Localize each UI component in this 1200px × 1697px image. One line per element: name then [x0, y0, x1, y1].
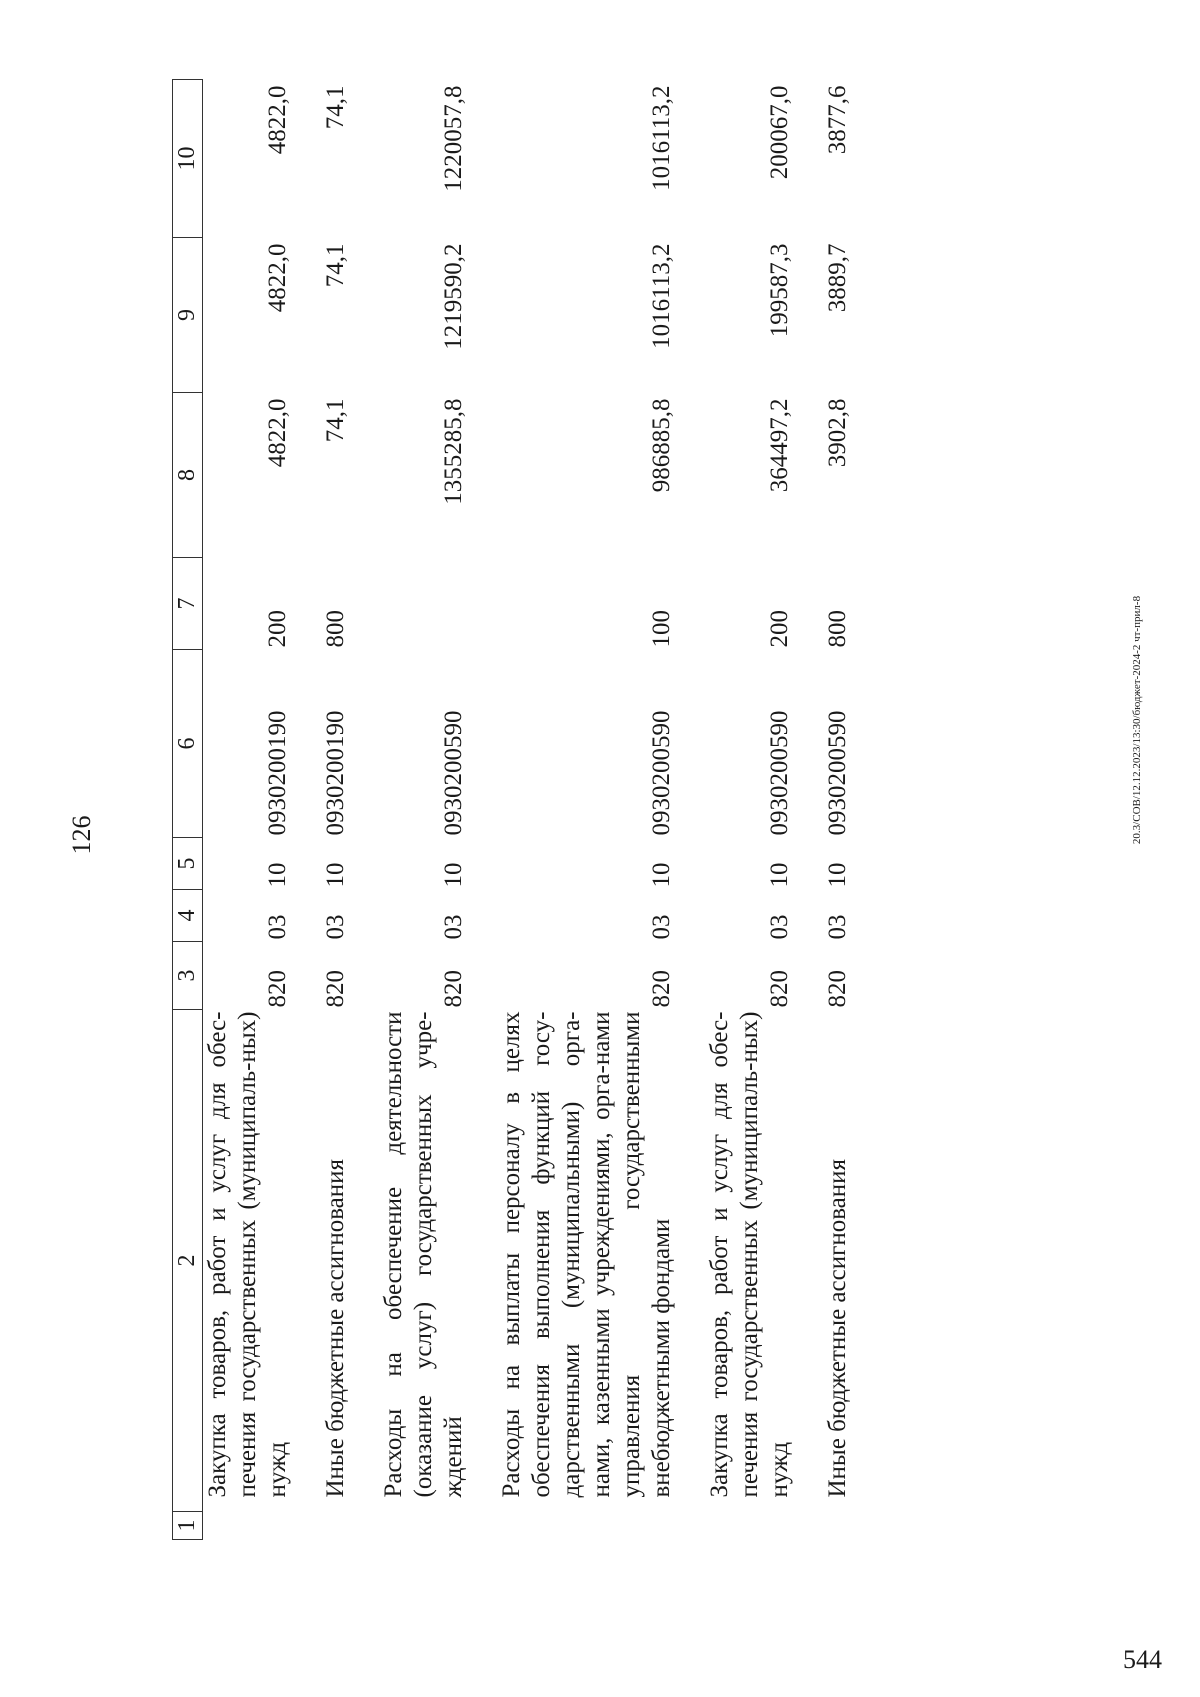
row-spacer: [795, 80, 823, 1540]
cell-amount-col8: 364497,2: [765, 398, 793, 493]
cell-target-article: 0930200590: [765, 710, 793, 836]
cell-description: Иные бюджетные ассигнования: [823, 1158, 851, 1498]
cell-col1: [705, 1512, 795, 1540]
cell-ministry-code: 820: [765, 970, 793, 1008]
header-cell: 3: [173, 942, 203, 1010]
cell-section: 03: [321, 914, 349, 940]
cell-subsection: 10: [647, 862, 675, 888]
cell-expense-type: 100: [647, 610, 675, 648]
cell-amount-col9: 74,1: [321, 243, 349, 288]
header-cell: 8: [173, 393, 203, 558]
cell-description: Расходы на выплаты персоналу в целях обеспечения выполнения функций госу-дарственными (муниципальными) орга-нами, казенными учреждениями, орга-нами управления государственными внебюджетными фондами: [497, 1011, 675, 1498]
cell-expense-type: 200: [765, 610, 793, 648]
cell-expense-type: [379, 558, 469, 650]
header-cell: 10: [173, 80, 203, 238]
cell-amount-col9: 1016113,2: [647, 243, 675, 349]
header-cell: 5: [173, 838, 203, 890]
cell-ministry-code: 820: [263, 970, 291, 1008]
cell-subsection: 10: [439, 862, 467, 888]
cell-subsection: 10: [321, 862, 349, 888]
footer-document-code: 20.3/СОВ/12.12.2023/13:30/бюджет-2024-2 чт-прил-8: [1131, 595, 1143, 845]
cell-amount-col8: 1355285,8: [439, 398, 467, 505]
cell-col1: [202, 1512, 293, 1540]
header-cell: 1: [173, 1512, 203, 1540]
cell-amount-col9: 4822,0: [263, 243, 291, 313]
budget-table-container: [172, 80, 853, 1540]
cell-amount-col8: 3902,8: [823, 398, 851, 468]
table-row: [497, 80, 677, 1540]
cell-amount-col10: 74,1: [321, 85, 349, 130]
header-cell: 4: [173, 890, 203, 942]
table-header-row: [173, 80, 203, 1540]
cell-ministry-code: 820: [823, 970, 851, 1008]
cell-amount-col8: 74,1: [321, 398, 349, 443]
cell-amount-col10: 3877,6: [823, 85, 851, 155]
cell-target-article: 0930200190: [321, 710, 349, 836]
cell-col1: [379, 1512, 469, 1540]
cell-amount-col8: 4822,0: [263, 398, 291, 468]
table-row: [321, 80, 351, 1540]
cell-subsection: 10: [263, 862, 291, 888]
row-spacer: [351, 80, 379, 1540]
cell-expense-type: 800: [823, 610, 851, 648]
row-spacer: [469, 80, 497, 1540]
cell-description: Закупка товаров, работ и услуг для обес-печения государственных (муниципаль-ных) нужд: [705, 1011, 793, 1498]
cell-target-article: 0930200590: [647, 710, 675, 836]
header-cell: 9: [173, 238, 203, 393]
cell-amount-col9: 199587,3: [765, 243, 793, 338]
header-cell: 7: [173, 558, 203, 650]
cell-section: 03: [765, 914, 793, 940]
page-number-bottom: 544: [1123, 1645, 1162, 1674]
cell-section: 03: [263, 914, 291, 940]
row-spacer: [293, 80, 321, 1540]
header-cell: 6: [173, 650, 203, 838]
cell-section: 03: [647, 914, 675, 940]
cell-expense-type: 800: [321, 610, 349, 648]
cell-ministry-code: 820: [321, 970, 349, 1008]
table-row: [823, 80, 853, 1540]
cell-description: Расходы на обеспечение деятельности (оказание услуг) государственных учре-ждений: [379, 1011, 467, 1498]
cell-amount-col8: 986885,8: [647, 398, 675, 493]
cell-ministry-code: 820: [439, 970, 467, 1008]
cell-col1: [321, 1512, 351, 1540]
table-row: [379, 80, 469, 1540]
table-row: [705, 80, 795, 1540]
cell-col1: [497, 1512, 677, 1540]
cell-amount-col10: 1016113,2: [647, 85, 675, 191]
cell-expense-type: 200: [263, 610, 291, 648]
cell-subsection: 10: [823, 862, 851, 888]
cell-target-article: 0930200190: [263, 710, 291, 836]
cell-ministry-code: 820: [647, 970, 675, 1008]
page-number-top: 126: [67, 815, 96, 855]
cell-subsection: 10: [765, 862, 793, 888]
cell-amount-col10: 4822,0: [263, 85, 291, 155]
cell-target-article: 0930200590: [823, 710, 851, 836]
cell-amount-col9: 3889,7: [823, 243, 851, 313]
table-row: [202, 80, 293, 1540]
cell-target-article: 0930200590: [439, 710, 467, 836]
cell-amount-col10: 1220057,8: [439, 85, 467, 192]
cell-amount-col10: 200067,0: [765, 85, 793, 180]
cell-col1: [823, 1512, 853, 1540]
header-cell: 2: [173, 1010, 203, 1512]
cell-section: 03: [439, 914, 467, 940]
cell-description: Иные бюджетные ассигнования: [321, 1158, 349, 1498]
cell-section: 03: [823, 914, 851, 940]
cell-description: Закупка товаров, работ и услуг для обес-печения государственных (муниципаль-ных) нужд: [203, 1011, 291, 1498]
budget-table: [172, 79, 853, 1540]
cell-amount-col9: 1219590,2: [439, 243, 467, 350]
row-spacer: [677, 80, 705, 1540]
